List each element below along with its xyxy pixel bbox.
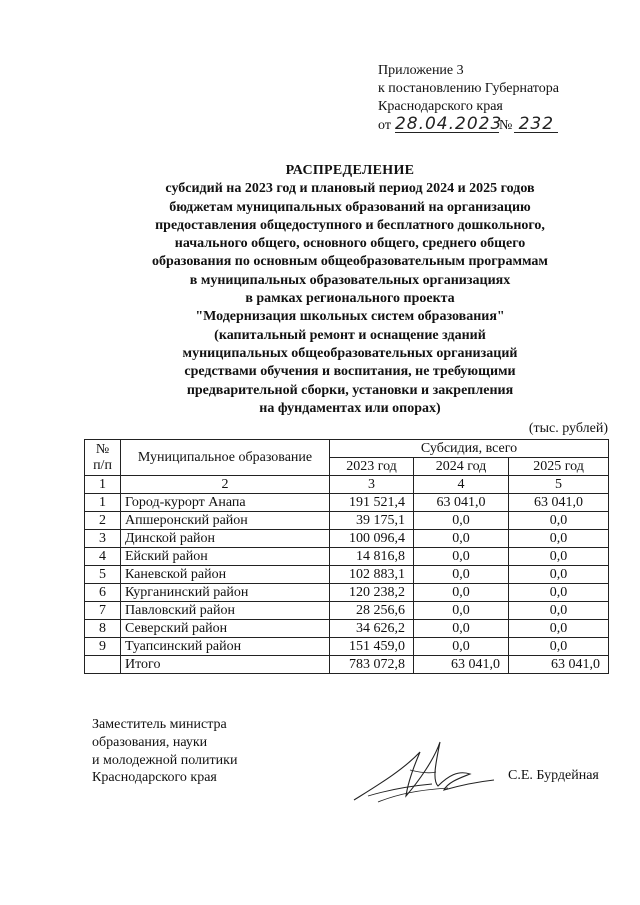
value-2024: 0,0 [414,584,509,602]
value-2023: 120 238,2 [330,584,414,602]
value-2024: 63 041,0 [414,494,509,512]
number-sign: № [498,118,513,133]
value-2023: 191 521,4 [330,494,414,512]
signatory-title-line: образования, науки [92,734,208,750]
table-row [85,512,609,530]
units-label: (тыс. рублей) [528,421,608,436]
header-municipality: Муниципальное образование [121,440,330,476]
signatory-title-line: Краснодарского края [92,770,217,786]
municipality-name: Апшеронский район [121,512,330,530]
header-year-2025: 2025 год [509,458,609,476]
table-row [85,494,609,512]
header-year-2023: 2023 год [330,458,414,476]
title-line: (капитальный ремонт и оснащение зданий [214,327,486,343]
annex-header [378,62,628,135]
municipality-name: Курганинский район [121,584,330,602]
value-2023: 102 883,1 [330,566,414,584]
value-2025: 0,0 [509,548,609,566]
annex-line-2: к постановлению Губернатора [378,81,559,96]
title-line: на фундаментах или опорах) [259,400,441,416]
title-line: предоставления общедоступного и бесплатного дошкольного, [155,217,545,233]
signatory-title [92,716,292,787]
value-2025: 0,0 [509,620,609,638]
value-2023: 100 096,4 [330,530,414,548]
title-line: образования по основным общеобразовательным программам [152,254,548,270]
annex-line-3: Краснодарского края [378,99,503,114]
value-2024: 0,0 [414,530,509,548]
signatory-title-line: и молодежной политики [92,752,238,768]
municipality-name: Динской район [121,530,330,548]
table-row [85,548,609,566]
value-2024: 0,0 [414,566,509,584]
title-line: средствами обучения и воспитания, не требующими [184,364,516,380]
document-title [90,162,610,418]
value-2025: 63 041,0 [509,494,609,512]
signatory-name: С.Е. Бурдейная [508,768,599,783]
value-2025: 0,0 [509,602,609,620]
value-2023: 151 459,0 [330,638,414,656]
total-2023: 783 072,8 [330,656,414,674]
table-row [85,602,609,620]
column-number: 2 [121,476,330,494]
header-year-2024: 2024 год [414,458,509,476]
municipality-name: Павловский район [121,602,330,620]
subsidy-table [84,439,609,674]
row-number: 8 [85,620,121,638]
date-prefix: от [378,118,391,133]
handwritten-signature [348,730,498,810]
column-number: 5 [509,476,609,494]
title-line: субсидий на 2023 год и плановый период 2024 и 2025 годов [165,181,535,197]
column-number: 3 [330,476,414,494]
title-line: в муниципальных образовательных организациях [189,272,511,288]
table-row [85,584,609,602]
title-line: начального общего, основного общего, среднего общего [174,236,526,252]
value-2023: 34 626,2 [330,620,414,638]
value-2023: 28 256,6 [330,602,414,620]
title-line: предварительной сборки, установки и закрепления [186,382,514,398]
total-label: Итого [121,656,330,674]
total-number-cell [85,656,121,674]
value-2024: 0,0 [414,638,509,656]
signatory-title-line: Заместитель министра [92,717,227,732]
row-number: 2 [85,512,121,530]
total-2024: 63 041,0 [414,656,509,674]
row-number: 9 [85,638,121,656]
row-number: 1 [85,494,121,512]
title-line: муниципальных общеобразовательных организаций [182,345,518,361]
handwritten-number: 232 [514,116,558,133]
row-number: 6 [85,584,121,602]
table-total-row [85,656,609,674]
value-2024: 0,0 [414,602,509,620]
title-heading: РАСПРЕДЕЛЕНИЕ [285,163,415,178]
column-number: 1 [85,476,121,494]
municipality-name: Ейский район [121,548,330,566]
annex-date-line [378,116,628,135]
handwritten-date: 28.04.2023 [394,114,503,134]
value-2024: 0,0 [414,548,509,566]
annex-line-1: Приложение 3 [378,63,464,78]
title-line: бюджетам муниципальных образований на организацию [169,199,531,215]
total-2025: 63 041,0 [509,656,609,674]
municipality-name: Туапсинский район [121,638,330,656]
header-number: № п/п [85,440,121,476]
table-row [85,530,609,548]
municipality-name: Город-курорт Анапа [121,494,330,512]
table-row [85,620,609,638]
table-row [85,638,609,656]
title-line: "Модернизация школьных систем образования" [195,309,505,325]
title-line: в рамках регионального проекта [245,291,455,307]
row-number: 4 [85,548,121,566]
value-2024: 0,0 [414,620,509,638]
value-2025: 0,0 [509,584,609,602]
value-2024: 0,0 [414,512,509,530]
table-row [85,566,609,584]
value-2025: 0,0 [509,638,609,656]
municipality-name: Каневской район [121,566,330,584]
value-2023: 39 175,1 [330,512,414,530]
column-number: 4 [414,476,509,494]
header-subsidy-total: Субсидия, всего [330,440,609,458]
value-2023: 14 816,8 [330,548,414,566]
row-number: 5 [85,566,121,584]
municipality-name: Северский район [121,620,330,638]
row-number: 7 [85,602,121,620]
value-2025: 0,0 [509,566,609,584]
column-number-row [85,476,609,494]
value-2025: 0,0 [509,530,609,548]
table-header-row [85,440,609,458]
value-2025: 0,0 [509,512,609,530]
row-number: 3 [85,530,121,548]
